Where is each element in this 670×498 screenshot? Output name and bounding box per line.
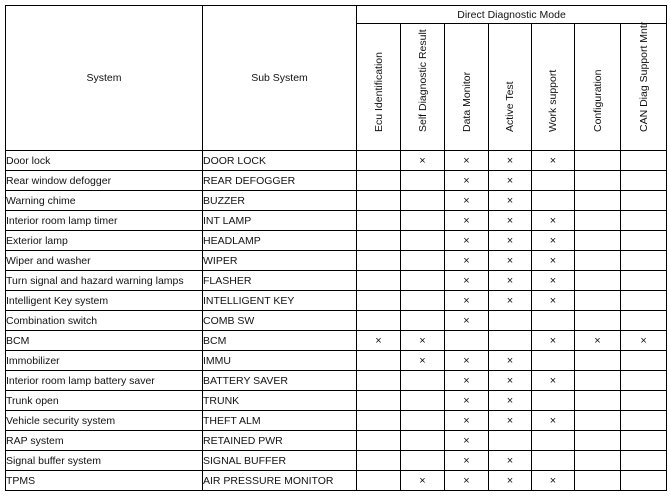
mode-label: Configuration — [591, 69, 604, 132]
empty-mark-cell — [357, 151, 401, 171]
supported-mark: × — [489, 251, 532, 271]
empty-mark-cell — [489, 331, 532, 351]
supported-mark: × — [489, 291, 532, 311]
supported-mark: × — [489, 171, 532, 191]
empty-mark-cell — [357, 211, 401, 231]
system-cell: Intelligent Key system — [6, 291, 203, 311]
sub-system-cell: DOOR LOCK — [203, 151, 357, 171]
empty-mark-cell — [575, 291, 621, 311]
empty-mark-cell — [621, 171, 667, 191]
empty-mark-cell — [401, 451, 445, 471]
system-cell: TPMS — [6, 471, 203, 491]
sub-system-cell: RETAINED PWR — [203, 431, 357, 451]
mode-label: Active Test — [504, 81, 516, 132]
empty-mark-cell — [401, 311, 445, 331]
supported-mark: × — [445, 431, 489, 451]
empty-mark-cell — [532, 351, 575, 371]
supported-mark: × — [445, 391, 489, 411]
supported-mark: × — [489, 471, 532, 491]
mode-label: Ecu Identification — [372, 52, 385, 132]
system-cell: Vehicle security system — [6, 411, 203, 431]
table-row — [6, 471, 667, 491]
empty-mark-cell — [575, 391, 621, 411]
empty-mark-cell — [489, 431, 532, 451]
system-cell: Turn signal and hazard warning lamps — [6, 271, 203, 291]
empty-mark-cell — [445, 331, 489, 351]
table-row — [6, 151, 667, 171]
empty-mark-cell — [532, 311, 575, 331]
direct-diagnostic-mode-header: Direct Diagnostic Mode — [357, 6, 667, 24]
sub-system-cell: BUZZER — [203, 191, 357, 211]
supported-mark: × — [401, 151, 445, 171]
supported-mark: × — [445, 191, 489, 211]
sub-system-cell: COMB SW — [203, 311, 357, 331]
empty-mark-cell — [357, 411, 401, 431]
supported-mark: × — [445, 271, 489, 291]
empty-mark-cell — [575, 471, 621, 491]
empty-mark-cell — [621, 271, 667, 291]
empty-mark-cell — [401, 251, 445, 271]
supported-mark: × — [445, 231, 489, 251]
supported-mark: × — [445, 151, 489, 171]
table-row — [6, 211, 667, 231]
empty-mark-cell — [621, 351, 667, 371]
system-cell: BCM — [6, 331, 203, 351]
supported-mark: × — [532, 151, 575, 171]
system-cell: Immobilizer — [6, 351, 203, 371]
table-row — [6, 271, 667, 291]
empty-mark-cell — [575, 251, 621, 271]
table-row — [6, 391, 667, 411]
empty-mark-cell — [621, 431, 667, 451]
table-row — [6, 411, 667, 431]
supported-mark: × — [401, 331, 445, 351]
empty-mark-cell — [621, 311, 667, 331]
empty-mark-cell — [532, 451, 575, 471]
supported-mark: × — [445, 371, 489, 391]
empty-mark-cell — [532, 171, 575, 191]
supported-mark: × — [532, 231, 575, 251]
empty-mark-cell — [532, 391, 575, 411]
supported-mark: × — [401, 471, 445, 491]
table-row — [6, 191, 667, 211]
empty-mark-cell — [621, 231, 667, 251]
mode-label: CAN Diag Support Mntr — [637, 21, 650, 132]
table-row — [6, 371, 667, 391]
empty-mark-cell — [575, 431, 621, 451]
sub-system-cell: INTELLIGENT KEY — [203, 291, 357, 311]
empty-mark-cell — [621, 191, 667, 211]
mode-header-work-support — [532, 24, 575, 151]
table-row — [6, 171, 667, 191]
system-cell: Door lock — [6, 151, 203, 171]
system-cell: Rear window defogger — [6, 171, 203, 191]
empty-mark-cell — [575, 311, 621, 331]
empty-mark-cell — [621, 371, 667, 391]
supported-mark: × — [489, 231, 532, 251]
sub-system-cell: TRUNK — [203, 391, 357, 411]
mode-label: Self Diagnostic Result — [416, 29, 429, 132]
supported-mark: × — [575, 331, 621, 351]
supported-mark: × — [401, 351, 445, 371]
supported-mark: × — [532, 271, 575, 291]
empty-mark-cell — [489, 311, 532, 331]
supported-mark: × — [445, 251, 489, 271]
mode-label: Work support — [547, 69, 559, 132]
empty-mark-cell — [401, 411, 445, 431]
supported-mark: × — [489, 191, 532, 211]
table-row — [6, 451, 667, 471]
supported-mark: × — [532, 371, 575, 391]
table-row — [6, 251, 667, 271]
mode-header-data-monitor — [445, 24, 489, 151]
empty-mark-cell — [357, 471, 401, 491]
supported-mark: × — [489, 411, 532, 431]
system-cell: Signal buffer system — [6, 451, 203, 471]
table-row — [6, 291, 667, 311]
table-row — [6, 311, 667, 331]
empty-mark-cell — [357, 391, 401, 411]
system-cell: RAP system — [6, 431, 203, 451]
empty-mark-cell — [532, 191, 575, 211]
supported-mark: × — [445, 471, 489, 491]
system-cell: Exterior lamp — [6, 231, 203, 251]
sub-system-cell: FLASHER — [203, 271, 357, 291]
empty-mark-cell — [401, 291, 445, 311]
system-cell: Warning chime — [6, 191, 203, 211]
supported-mark: × — [489, 151, 532, 171]
empty-mark-cell — [621, 211, 667, 231]
supported-mark: × — [532, 471, 575, 491]
table-row — [6, 351, 667, 371]
table-row — [6, 331, 667, 351]
empty-mark-cell — [621, 151, 667, 171]
supported-mark: × — [445, 311, 489, 331]
empty-mark-cell — [575, 271, 621, 291]
mode-header-self-diagnostic-result — [401, 24, 445, 151]
supported-mark: × — [445, 451, 489, 471]
empty-mark-cell — [401, 171, 445, 191]
empty-mark-cell — [575, 171, 621, 191]
supported-mark: × — [532, 411, 575, 431]
empty-mark-cell — [575, 211, 621, 231]
supported-mark: × — [445, 351, 489, 371]
sub-system-cell: HEADLAMP — [203, 231, 357, 251]
empty-mark-cell — [401, 211, 445, 231]
empty-mark-cell — [575, 411, 621, 431]
sub-system-cell: THEFT ALM — [203, 411, 357, 431]
supported-mark: × — [489, 391, 532, 411]
supported-mark: × — [357, 331, 401, 351]
system-cell: Wiper and washer — [6, 251, 203, 271]
empty-mark-cell — [357, 291, 401, 311]
system-cell: Interior room lamp battery saver — [6, 371, 203, 391]
supported-mark: × — [489, 451, 532, 471]
sub-system-cell: SIGNAL BUFFER — [203, 451, 357, 471]
empty-mark-cell — [575, 451, 621, 471]
empty-mark-cell — [621, 451, 667, 471]
table-row — [6, 231, 667, 251]
diagnostic-mode-table — [5, 5, 667, 491]
empty-mark-cell — [401, 431, 445, 451]
sub-system-column-header: Sub System — [203, 6, 357, 151]
diagnostic-table-container — [5, 5, 667, 491]
empty-mark-cell — [401, 391, 445, 411]
supported-mark: × — [489, 271, 532, 291]
empty-mark-cell — [575, 371, 621, 391]
empty-mark-cell — [357, 231, 401, 251]
sub-system-cell: BATTERY SAVER — [203, 371, 357, 391]
supported-mark: × — [532, 211, 575, 231]
empty-mark-cell — [357, 371, 401, 391]
empty-mark-cell — [621, 391, 667, 411]
empty-mark-cell — [357, 311, 401, 331]
empty-mark-cell — [357, 351, 401, 371]
empty-mark-cell — [575, 351, 621, 371]
system-cell: Combination switch — [6, 311, 203, 331]
empty-mark-cell — [401, 271, 445, 291]
empty-mark-cell — [357, 251, 401, 271]
empty-mark-cell — [532, 431, 575, 451]
supported-mark: × — [445, 211, 489, 231]
empty-mark-cell — [401, 371, 445, 391]
empty-mark-cell — [575, 191, 621, 211]
supported-mark: × — [445, 411, 489, 431]
supported-mark: × — [489, 351, 532, 371]
sub-system-cell: IMMU — [203, 351, 357, 371]
empty-mark-cell — [357, 271, 401, 291]
empty-mark-cell — [621, 471, 667, 491]
empty-mark-cell — [357, 191, 401, 211]
supported-mark: × — [445, 291, 489, 311]
table-body — [6, 151, 667, 491]
empty-mark-cell — [401, 191, 445, 211]
system-column-header: System — [6, 6, 203, 151]
empty-mark-cell — [357, 431, 401, 451]
empty-mark-cell — [621, 411, 667, 431]
mode-header-configuration — [575, 24, 621, 151]
supported-mark: × — [532, 291, 575, 311]
sub-system-cell: INT LAMP — [203, 211, 357, 231]
supported-mark: × — [532, 251, 575, 271]
supported-mark: × — [489, 371, 532, 391]
sub-system-cell: WIPER — [203, 251, 357, 271]
empty-mark-cell — [621, 291, 667, 311]
empty-mark-cell — [621, 251, 667, 271]
sub-system-cell: BCM — [203, 331, 357, 351]
empty-mark-cell — [575, 231, 621, 251]
supported-mark: × — [532, 331, 575, 351]
system-cell: Trunk open — [6, 391, 203, 411]
mode-label: Data Monitor — [460, 71, 473, 132]
supported-mark: × — [621, 331, 667, 351]
empty-mark-cell — [357, 451, 401, 471]
supported-mark: × — [445, 171, 489, 191]
table-row — [6, 431, 667, 451]
empty-mark-cell — [401, 231, 445, 251]
empty-mark-cell — [357, 171, 401, 191]
mode-header-ecu-identification — [357, 24, 401, 151]
supported-mark: × — [489, 211, 532, 231]
empty-mark-cell — [575, 151, 621, 171]
sub-system-cell: REAR DEFOGGER — [203, 171, 357, 191]
system-cell: Interior room lamp timer — [6, 211, 203, 231]
mode-header-active-test — [489, 24, 532, 151]
mode-header-can-diag-support-mntr — [621, 21, 667, 151]
sub-system-cell: AIR PRESSURE MONITOR — [203, 471, 357, 491]
